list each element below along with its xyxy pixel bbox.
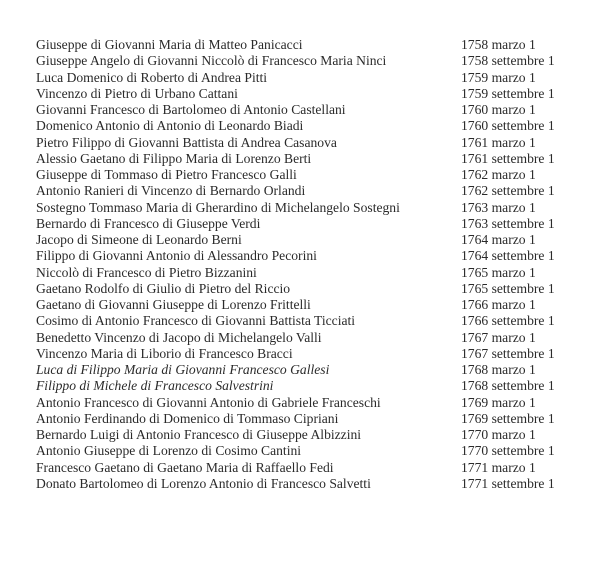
entry-name: Filippo di Michele di Francesco Salvestrini <box>36 378 274 394</box>
entry-date: 1771 settembre 1 <box>461 475 555 491</box>
entry-name: Gaetano Rodolfo di Giulio di Pietro del Riccio <box>36 280 291 296</box>
entry-name: Vincenzo Maria di Liborio di Francesco Bracci <box>36 345 293 361</box>
list-item <box>36 297 596 313</box>
entry-date: 1766 settembre 1 <box>461 313 555 329</box>
list-item <box>36 135 596 151</box>
entry-name: Alessio Gaetano di Filippo Maria di Lorenzo Berti <box>36 150 312 166</box>
entry-date: 1760 settembre 1 <box>461 118 555 134</box>
list-item <box>36 443 596 459</box>
entry-date: 1767 settembre 1 <box>461 345 555 361</box>
entry-date: 1762 settembre 1 <box>461 183 555 199</box>
entry-name: Francesco Gaetano di Gaetano Maria di Raffaello Fedi <box>36 459 334 475</box>
entry-name: Gaetano di Giovanni Giuseppe di Lorenzo Frittelli <box>36 297 311 312</box>
entry-name: Giuseppe di Giovanni Maria di Matteo Panicacci <box>36 37 303 52</box>
entry-name: Antonio Ferdinando di Domenico di Tommaso Cipriani <box>36 410 339 426</box>
entry-date: 1762 marzo 1 <box>461 167 536 182</box>
entry-date: 1763 settembre 1 <box>461 215 555 231</box>
entry-name: Luca Domenico di Roberto di Andrea Pitti <box>36 69 268 85</box>
entry-date: 1758 settembre 1 <box>461 53 555 69</box>
entry-date: 1768 marzo 1 <box>461 362 536 377</box>
entry-date: 1771 marzo 1 <box>461 459 536 475</box>
list-item <box>36 476 596 492</box>
entry-date: 1761 settembre 1 <box>461 150 555 166</box>
entry-date: 1769 settembre 1 <box>461 410 555 426</box>
list-item <box>36 248 596 264</box>
list-item <box>36 395 596 411</box>
list-item <box>36 346 596 362</box>
entry-name: Giuseppe di Tommaso di Pietro Francesco Galli <box>36 167 297 182</box>
entry-date: 1761 marzo 1 <box>461 134 536 150</box>
entry-name: Vincenzo di Pietro di Urbano Cattani <box>36 85 238 101</box>
entry-name: Jacopo di Simeone di Leonardo Berni <box>36 232 242 247</box>
entry-name: Cosimo di Antonio Francesco di Giovanni Battista Ticciati <box>36 313 356 329</box>
entry-name: Donato Bartolomeo di Lorenzo Antonio di Francesco Salvetti <box>36 475 371 491</box>
entry-name: Giuseppe Angelo di Giovanni Niccolò di Francesco Maria Ninci <box>36 53 387 69</box>
list-item <box>36 362 596 378</box>
list-item <box>36 86 596 102</box>
entry-name: Antonio Ranieri di Vincenzo di Bernardo Orlandi <box>36 183 306 199</box>
entry-date: 1766 marzo 1 <box>461 297 536 312</box>
entry-name: Bernardo di Francesco di Giuseppe Verdi <box>36 215 261 231</box>
entry-name: Luca di Filippo Maria di Giovanni Francesco Gallesi <box>36 362 330 377</box>
entry-date: 1770 settembre 1 <box>461 443 555 459</box>
entry-name: Bernardo Luigi di Antonio Francesco di Giuseppe Albizzini <box>36 427 362 442</box>
list-item <box>36 37 596 53</box>
list-item <box>36 313 596 329</box>
list-item <box>36 330 596 346</box>
entry-date: 1758 marzo 1 <box>461 37 536 52</box>
entry-name: Niccolò di Francesco di Pietro Bizzanini <box>36 264 257 280</box>
entry-name: Antonio Giuseppe di Lorenzo di Cosimo Cantini <box>36 443 302 459</box>
entry-date: 1759 settembre 1 <box>461 85 555 101</box>
entry-date: 1767 marzo 1 <box>461 329 536 345</box>
entry-name: Benedetto Vincenzo di Jacopo di Michelangelo Valli <box>36 329 322 345</box>
entry-date: 1765 marzo 1 <box>461 264 536 280</box>
entry-name: Pietro Filippo di Giovanni Battista di Andrea Casanova <box>36 134 337 150</box>
list-item <box>36 427 596 443</box>
list-item <box>36 183 596 199</box>
entry-date: 1764 settembre 1 <box>461 248 555 264</box>
list-item <box>36 411 596 427</box>
list-item <box>36 102 596 118</box>
entry-date: 1764 marzo 1 <box>461 232 536 247</box>
entry-name: Antonio Francesco di Giovanni Antonio di Gabriele Franceschi <box>36 394 381 410</box>
list-item <box>36 216 596 232</box>
entry-date: 1768 settembre 1 <box>461 378 555 394</box>
entry-date: 1765 settembre 1 <box>461 280 555 296</box>
list-item <box>36 265 596 281</box>
entry-date: 1770 marzo 1 <box>461 427 536 442</box>
entry-date: 1760 marzo 1 <box>461 102 536 117</box>
list-item <box>36 151 596 167</box>
entry-date: 1763 marzo 1 <box>461 199 536 215</box>
entry-date: 1759 marzo 1 <box>461 69 536 85</box>
entry-name: Filippo di Giovanni Antonio di Alessandro Pecorini <box>36 248 317 264</box>
list-item <box>36 232 596 248</box>
list-item <box>36 460 596 476</box>
list-item <box>36 281 596 297</box>
list-item <box>36 53 596 69</box>
list-item <box>36 378 596 394</box>
list-item <box>36 200 596 216</box>
entry-name: Sostegno Tommaso Maria di Gherardino di Michelangelo Sostegni <box>36 199 400 215</box>
entry-name: Domenico Antonio di Antonio di Leonardo Biadi <box>36 118 304 134</box>
list-item <box>36 70 596 86</box>
list-item <box>36 118 596 134</box>
entries-list <box>36 37 596 492</box>
entry-name: Giovanni Francesco di Bartolomeo di Antonio Castellani <box>36 102 346 117</box>
entry-date: 1769 marzo 1 <box>461 394 536 410</box>
list-item <box>36 167 596 183</box>
